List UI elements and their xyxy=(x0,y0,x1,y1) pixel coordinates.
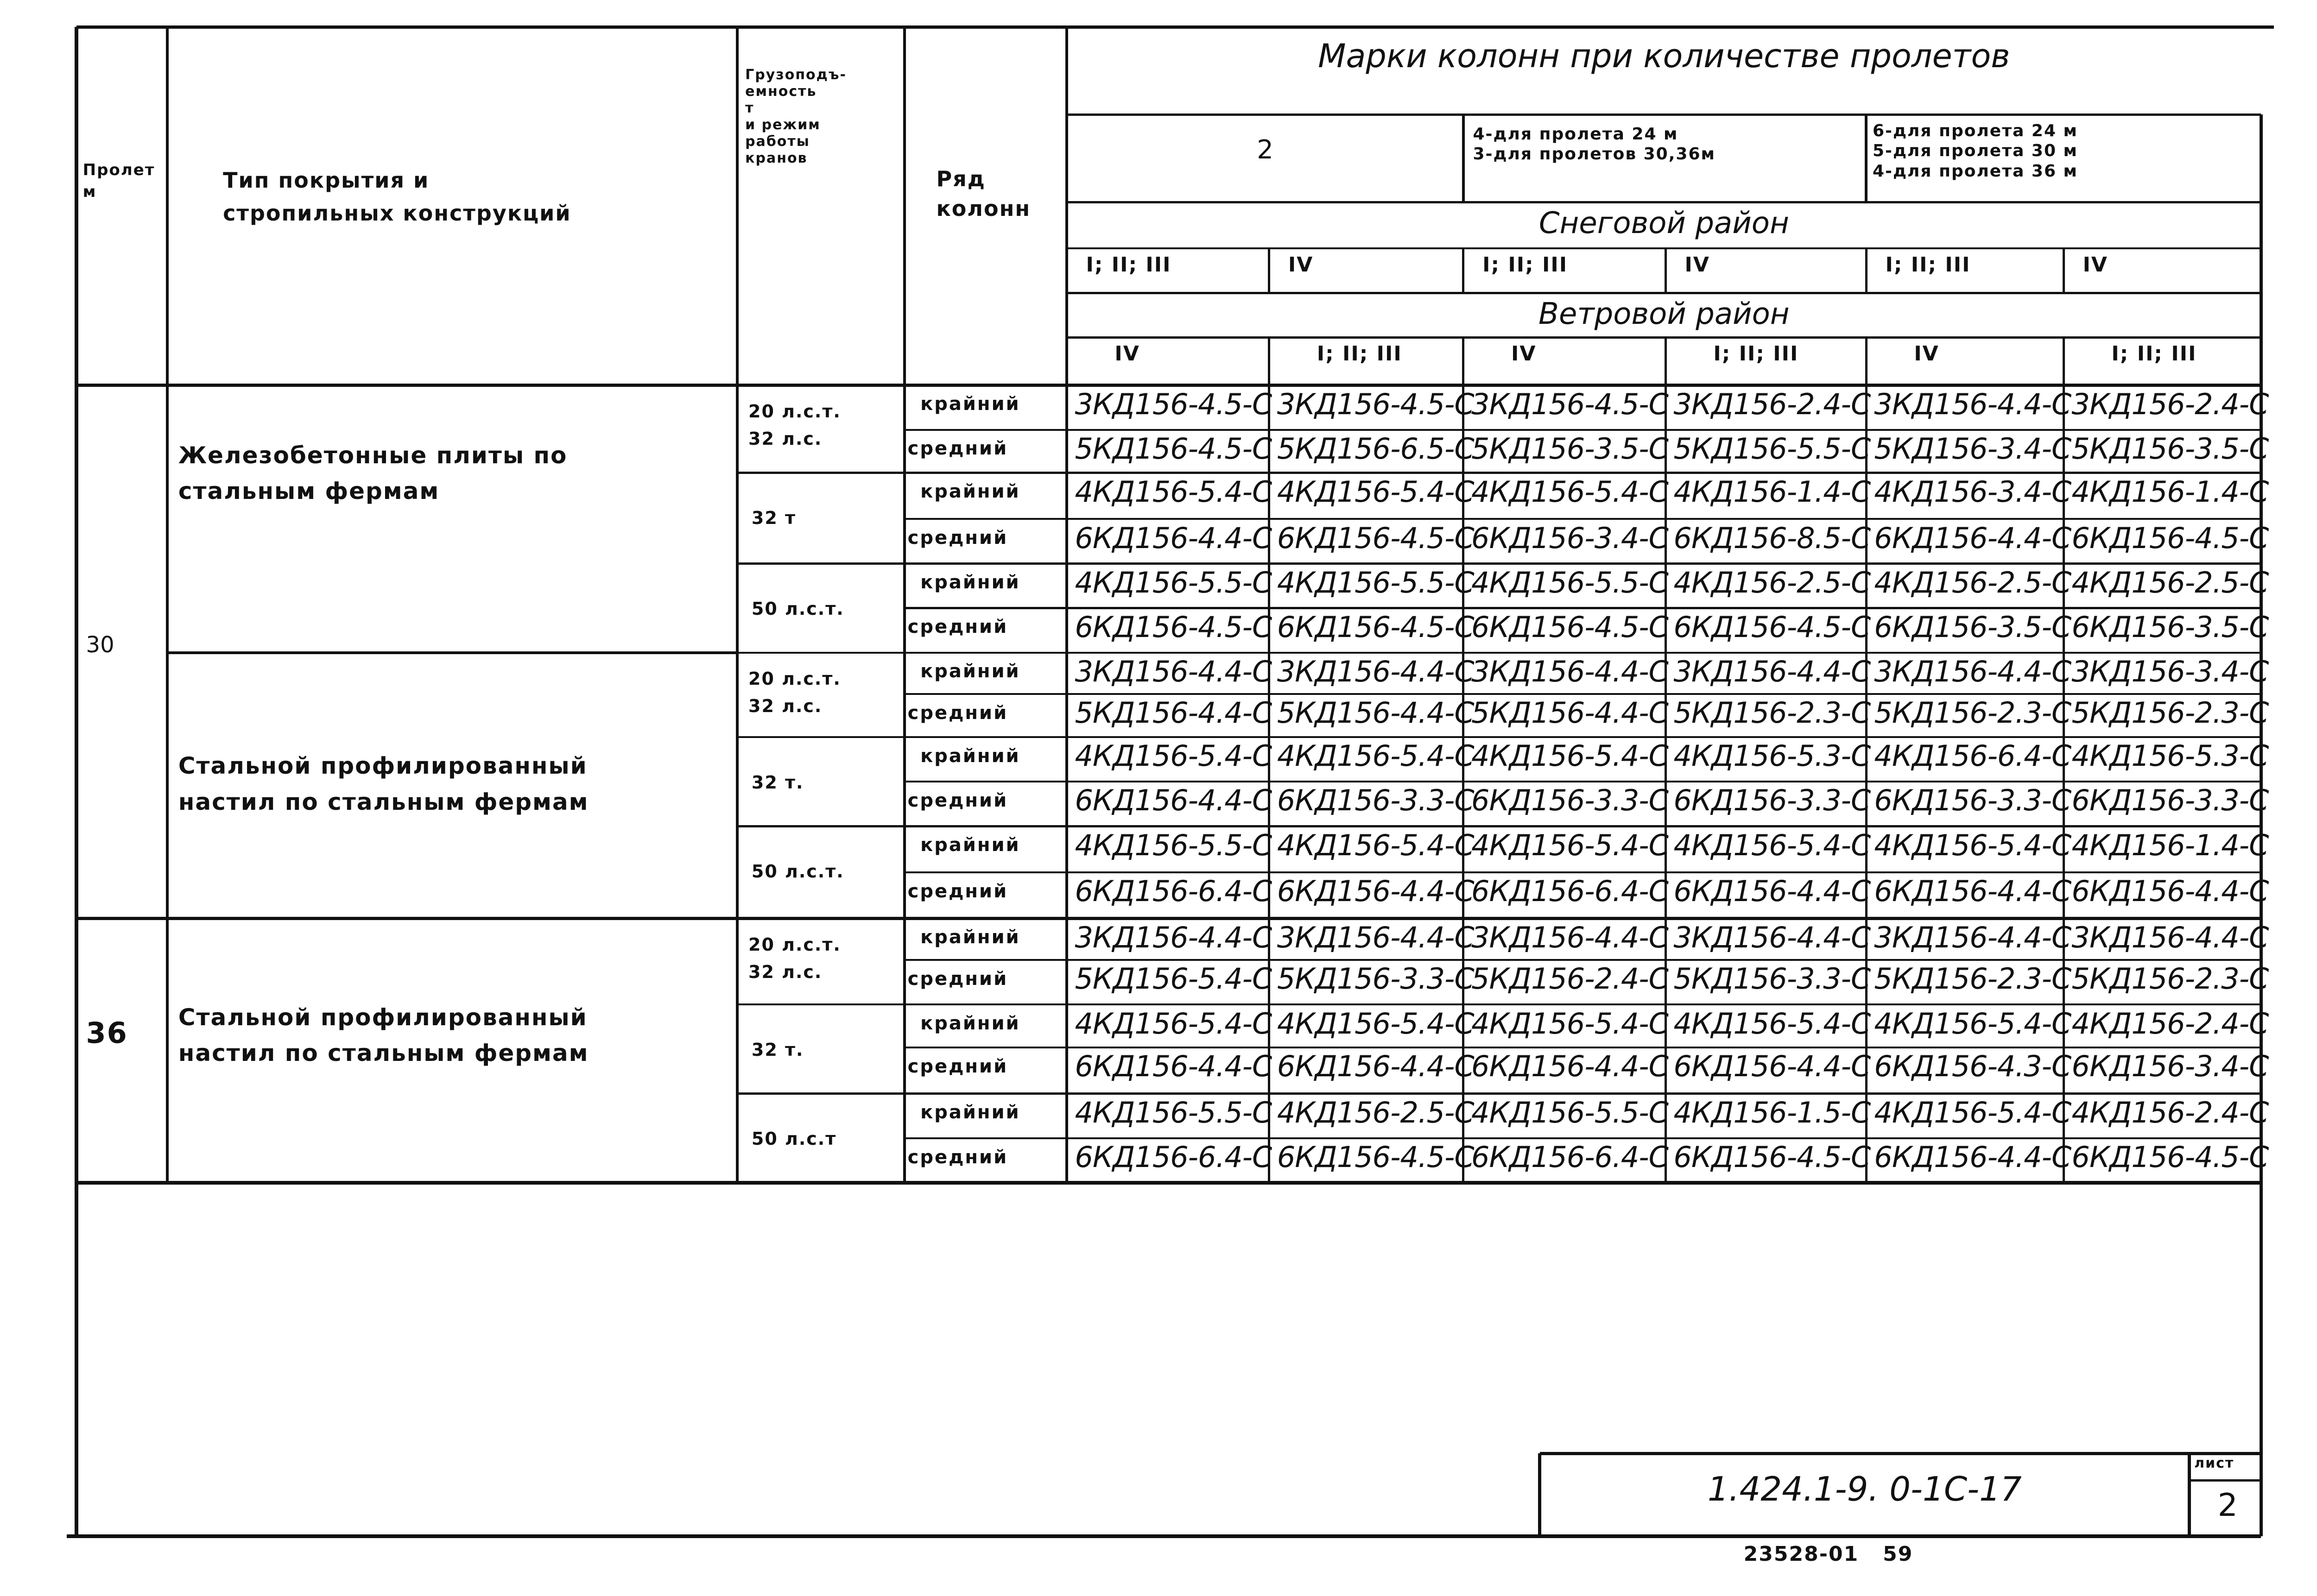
column-mark-cell: 4КД156-5.4-С xyxy=(1673,828,1871,862)
body-row-line xyxy=(905,1047,2261,1048)
load-value: 50 л.с.т. xyxy=(751,599,844,619)
sheet-label: лист xyxy=(2194,1455,2235,1472)
wind-region-label: I; II; III xyxy=(2111,342,2197,366)
column-mark-cell: 4КД156-1.4-С xyxy=(1673,474,1871,509)
column-mark-cell: 6КД156-4.4-С xyxy=(1874,1140,2071,1174)
column-mark-cell: 4КД156-5.4-С xyxy=(1874,1006,2071,1041)
column-mark-cell: 6КД156-6.4-С xyxy=(1075,874,1272,908)
column-mark-cell: 6КД156-3.3-С xyxy=(1471,783,1668,818)
column-mark-cell: 5КД156-2.3-С xyxy=(2071,962,2269,996)
column-mark-cell: 6КД156-4.5-С xyxy=(1075,610,1272,644)
column-mark-cell: 4КД156-2.4-С xyxy=(2071,1095,2269,1129)
wind-region-label: IV xyxy=(1511,342,1537,366)
load-value: 20 л.с.т. 32 л.с. xyxy=(748,401,841,449)
column-mark-cell: 4КД156-5.4-С xyxy=(1874,1095,2071,1129)
column-mark-cell: 3КД156-4.4-С xyxy=(1277,921,1474,954)
column-mark-cell: 6КД156-4.4-С xyxy=(1277,874,1474,908)
header-row-line xyxy=(1067,336,2261,339)
column-mark-cell: 4КД156-5.4-С xyxy=(1874,828,2071,862)
column-mark-cell: 6КД156-4.4-С xyxy=(1874,874,2071,908)
column-mark-cell: 6КД156-4.4-С xyxy=(1673,1049,1871,1084)
column-mark-cell: 6КД156-4.5-С xyxy=(1277,610,1474,644)
column-mark-cell: 4КД156-5.4-С xyxy=(1471,828,1668,862)
column-mark-cell: 5КД156-3.5-С xyxy=(2071,432,2269,466)
column-mark-cell: 6КД156-4.5-С xyxy=(1673,610,1871,644)
row-label: крайний xyxy=(920,745,1020,767)
load-group-line xyxy=(737,736,905,738)
column-mark-cell: 6КД156-4.4-С xyxy=(1075,1049,1272,1084)
load-group-line xyxy=(737,652,905,654)
wind-region-label: IV xyxy=(1114,342,1140,366)
snow-region-label: I; II; III xyxy=(1086,252,1171,277)
column-mark-cell: 6КД156-4.4-С xyxy=(1874,521,2071,555)
wind-region-label: I; II; III xyxy=(1713,342,1799,366)
span-value: 36 xyxy=(86,1016,128,1050)
column-mark-cell: 6КД156-4.4-С xyxy=(1075,783,1272,818)
spans-4-header: 6-для пролета 24 м 5-для пролета 30 м 4-для пролета 36 м xyxy=(1872,121,2078,181)
load-value: 20 л.с.т. 32 л.с. xyxy=(748,669,841,717)
body-row-line xyxy=(905,518,2261,520)
column-mark-cell: 4КД156-5.5-С xyxy=(1471,1095,1668,1129)
column-divider xyxy=(1065,27,1068,1183)
column-mark-cell: 6КД156-4.4-С xyxy=(1673,874,1871,908)
snow-region-label: I; II; III xyxy=(1885,252,1971,277)
column-mark-cell: 3КД156-4.4-С xyxy=(1874,921,2071,954)
body-row-line xyxy=(905,693,2261,695)
body-row-line xyxy=(905,562,2261,564)
body-row-line xyxy=(905,429,2261,431)
roof-type-label: Железобетонные плиты по стальным фермам xyxy=(178,442,568,505)
column-mark-cell: 6КД156-4.5-С xyxy=(1277,1140,1474,1174)
load-value: 32 т. xyxy=(751,1039,804,1060)
column-mark-cell: 6КД156-6.4-С xyxy=(1471,1140,1668,1174)
body-row-line xyxy=(905,1003,2261,1005)
row-column-header: Ряд колонн xyxy=(936,166,1031,221)
sheet-label-line xyxy=(2190,1479,2261,1482)
row-label: средний xyxy=(907,968,1008,990)
header-row-line xyxy=(1067,247,2261,250)
section-line xyxy=(167,651,737,654)
document-code: 1.424.1-9. 0-1С-17 xyxy=(1707,1470,2022,1509)
column-mark-cell: 4КД156-5.4-С xyxy=(1673,1006,1871,1041)
load-group-line xyxy=(737,1092,905,1094)
column-mark-cell: 3КД156-3.4-С xyxy=(2071,655,2269,689)
column-mark-cell: 6КД156-3.4-С xyxy=(2071,1049,2269,1084)
load-group-line xyxy=(737,472,905,473)
row-label: средний xyxy=(907,616,1008,638)
column-mark-cell: 4КД156-2.4-С xyxy=(2071,1006,2269,1041)
column-mark-cell: 4КД156-1.4-С xyxy=(2071,474,2269,509)
column-mark-cell: 5КД156-3.4-С xyxy=(1874,432,2071,466)
column-mark-cell: 4КД156-5.4-С xyxy=(1277,828,1474,862)
column-mark-cell: 6КД156-3.5-С xyxy=(2071,610,2269,644)
load-value: 32 т xyxy=(751,508,797,529)
body-row-line xyxy=(905,1137,2261,1139)
wind-region-label: I; II; III xyxy=(1317,342,1402,366)
load-value: 32 т. xyxy=(751,772,804,793)
frame-left-lower xyxy=(75,1183,78,1536)
column-mark-cell: 6КД156-8.5-С xyxy=(1673,521,1871,555)
row-label: крайний xyxy=(920,927,1020,948)
column-mark-cell: 5КД156-2.3-С xyxy=(1874,962,2071,996)
column-mark-cell: 3КД156-4.4-С xyxy=(1075,921,1272,954)
type-column-header: Тип покрытия и стропильных конструкций xyxy=(223,167,571,226)
column-mark-cell: 6КД156-3.5-С xyxy=(1874,610,2071,644)
header-divider xyxy=(1462,248,1464,293)
row-label: крайний xyxy=(920,834,1020,856)
row-label: крайний xyxy=(920,572,1020,593)
column-mark-cell: 5КД156-2.3-С xyxy=(1673,696,1871,730)
column-mark-cell: 3КД156-4.4-С xyxy=(1277,655,1474,689)
column-mark-cell: 3КД156-4.4-С xyxy=(1673,921,1871,954)
load-value: 50 л.с.т xyxy=(751,1129,837,1149)
header-divider xyxy=(1665,248,1667,293)
column-mark-cell: 6КД156-4.4-С xyxy=(1075,521,1272,555)
header-divider xyxy=(1268,248,1270,293)
column-mark-cell: 6КД156-3.3-С xyxy=(1673,783,1871,818)
snow-title: Снеговой район xyxy=(1538,206,1789,241)
column-mark-cell: 4КД156-5.4-С xyxy=(1075,1006,1272,1041)
row-label: крайний xyxy=(920,481,1020,503)
title-block-top xyxy=(1540,1452,2261,1455)
column-mark-cell: 5КД156-2.4-С xyxy=(1471,962,1668,996)
column-mark-cell: 5КД156-3.5-С xyxy=(1471,432,1668,466)
wind-title: Ветровой район xyxy=(1538,297,1790,331)
column-mark-cell: 5КД156-4.4-С xyxy=(1075,696,1272,730)
load-group-line xyxy=(737,825,905,827)
spans-2-header: 2 xyxy=(1257,134,1273,165)
header-row-line xyxy=(1067,292,2261,294)
column-mark-cell: 6КД156-4.5-С xyxy=(2071,521,2269,555)
row-label: средний xyxy=(907,880,1008,902)
column-mark-cell: 5КД156-5.4-С xyxy=(1075,962,1272,996)
column-mark-cell: 6КД156-4.5-С xyxy=(1673,1140,1871,1174)
header-divider xyxy=(1865,114,1867,202)
column-mark-cell: 4КД156-5.4-С xyxy=(1471,739,1668,773)
column-mark-cell: 3КД156-4.4-С xyxy=(1075,655,1272,689)
column-mark-cell: 6КД156-4.4-С xyxy=(2071,874,2269,908)
column-mark-cell: 5КД156-6.5-С xyxy=(1277,432,1474,466)
column-mark-cell: 4КД156-5.4-С xyxy=(1277,474,1474,509)
body-row-line xyxy=(905,781,2261,782)
frame-top xyxy=(76,25,2274,29)
column-mark-cell: 6КД156-3.3-С xyxy=(1874,783,2071,818)
column-mark-cell: 5КД156-4.5-С xyxy=(1075,432,1272,466)
row-label: средний xyxy=(907,789,1008,811)
wind-region-label: IV xyxy=(1914,342,1939,366)
body-row-line xyxy=(905,652,2261,654)
row-label: крайний xyxy=(920,1102,1020,1123)
row-label: средний xyxy=(907,1146,1008,1168)
sheet-number: 2 xyxy=(2217,1487,2238,1524)
column-mark-cell: 6КД156-4.5-С xyxy=(1471,610,1668,644)
archive-stamp: 23528-01 59 xyxy=(1743,1542,1913,1566)
row-label: крайний xyxy=(920,1012,1020,1034)
column-mark-cell: 4КД156-2.5-С xyxy=(1874,565,2071,599)
body-row-line xyxy=(905,472,2261,473)
column-divider xyxy=(736,27,738,1183)
load-value: 20 л.с.т. 32 л.с. xyxy=(748,934,841,983)
column-mark-cell: 5КД156-2.3-С xyxy=(1874,696,2071,730)
row-label: крайний xyxy=(920,661,1020,682)
column-mark-cell: 3КД156-4.5-С xyxy=(1471,387,1668,421)
span-column-header: Пролет м xyxy=(82,160,155,202)
roof-type-label: Стальной профилированный настил по стальным фермам xyxy=(178,752,589,815)
snow-region-label: I; II; III xyxy=(1482,252,1568,277)
column-divider xyxy=(903,27,905,1183)
column-mark-cell: 6КД156-3.3-С xyxy=(1277,783,1474,818)
column-mark-cell: 4КД156-5.5-С xyxy=(1075,1095,1272,1129)
column-mark-cell: 4КД156-6.4-С xyxy=(1874,739,2071,773)
column-mark-cell: 3КД156-4.4-С xyxy=(1874,387,2071,421)
header-divider xyxy=(1865,248,1868,293)
column-mark-cell: 6КД156-4.4-С xyxy=(1277,1049,1474,1084)
load-group-line xyxy=(737,562,905,564)
column-mark-cell: 5КД156-3.3-С xyxy=(1277,962,1474,996)
body-row-line xyxy=(905,825,2261,827)
column-mark-cell: 3КД156-4.4-С xyxy=(2071,921,2269,954)
column-mark-cell: 3КД156-4.4-С xyxy=(1673,655,1871,689)
column-mark-cell: 4КД156-5.4-С xyxy=(1075,739,1272,773)
row-label: средний xyxy=(907,438,1008,460)
column-mark-cell: 5КД156-4.4-С xyxy=(1277,696,1474,730)
column-mark-cell: 3КД156-4.4-С xyxy=(1471,921,1668,954)
roof-type-label: Стальной профилированный настил по стальным фермам xyxy=(178,1003,589,1067)
column-mark-cell: 4КД156-2.5-С xyxy=(1277,1095,1474,1129)
column-mark-cell: 4КД156-5.5-С xyxy=(1075,565,1272,599)
frame-bottom xyxy=(67,1534,2261,1538)
column-mark-cell: 3КД156-4.4-С xyxy=(1471,655,1668,689)
body-row-line xyxy=(905,607,2261,609)
column-mark-cell: 3КД156-2.4-С xyxy=(1673,387,1871,421)
column-mark-cell: 4КД156-5.4-С xyxy=(1075,474,1272,509)
column-mark-cell: 6КД156-4.4-С xyxy=(1471,1049,1668,1084)
column-mark-cell: 6КД156-4.5-С xyxy=(1277,521,1474,555)
snow-region-label: IV xyxy=(2083,252,2108,277)
column-mark-cell: 6КД156-6.4-С xyxy=(1471,874,1668,908)
row-label: средний xyxy=(907,527,1008,549)
column-mark-cell: 4КД156-5.3-С xyxy=(1673,739,1871,773)
column-mark-cell: 4КД156-1.4-С xyxy=(2071,828,2269,862)
column-mark-cell: 4КД156-2.5-С xyxy=(1673,565,1871,599)
column-mark-cell: 3КД156-4.4-С xyxy=(1874,655,2071,689)
column-mark-cell: 4КД156-5.3-С xyxy=(2071,739,2269,773)
body-row-line xyxy=(905,1092,2261,1094)
column-mark-cell: 4КД156-1.5-С xyxy=(1673,1095,1871,1129)
spans-3-header: 4-для пролета 24 м 3-для пролетов 30,36м xyxy=(1473,125,1716,164)
column-mark-cell: 6КД156-4.5-С xyxy=(2071,1140,2269,1174)
body-row-line xyxy=(905,736,2261,738)
body-row-line xyxy=(905,959,2261,961)
column-mark-cell: 4КД156-5.5-С xyxy=(1075,828,1272,862)
column-mark-cell: 3КД156-4.5-С xyxy=(1277,387,1474,421)
column-mark-cell: 3КД156-2.4-С xyxy=(2071,387,2269,421)
marks-title: Марки колонн при количестве пролетов xyxy=(1318,37,2010,75)
load-value: 50 л.с.т. xyxy=(751,861,844,882)
table-bottom xyxy=(76,1181,2261,1185)
column-mark-cell: 5КД156-5.5-С xyxy=(1673,432,1871,466)
row-label: крайний xyxy=(920,393,1020,415)
column-mark-cell: 4КД156-2.5-С xyxy=(2071,565,2269,599)
column-mark-cell: 6КД156-4.3-С xyxy=(1874,1049,2071,1084)
column-mark-cell: 6КД156-3.3-С xyxy=(2071,783,2269,818)
column-mark-cell: 4КД156-5.5-С xyxy=(1471,565,1668,599)
snow-region-label: IV xyxy=(1288,252,1314,277)
snow-region-label: IV xyxy=(1684,252,1710,277)
load-column-header: Грузоподъ- емность т и режим работы кранов xyxy=(745,67,847,167)
column-divider xyxy=(166,27,168,1183)
column-mark-cell: 4КД156-5.4-С xyxy=(1277,1006,1474,1041)
header-row-line xyxy=(1067,114,2261,116)
column-mark-cell: 4КД156-3.4-С xyxy=(1874,474,2071,509)
column-mark-cell: 4КД156-5.4-С xyxy=(1471,474,1668,509)
column-mark-cell: 4КД156-5.4-С xyxy=(1471,1006,1668,1041)
column-mark-cell: 5КД156-4.4-С xyxy=(1471,696,1668,730)
column-mark-cell: 6КД156-3.4-С xyxy=(1471,521,1668,555)
column-mark-cell: 6КД156-6.4-С xyxy=(1075,1140,1272,1174)
header-row-line xyxy=(1067,201,2261,203)
frame-left xyxy=(75,27,78,1183)
body-row-line xyxy=(905,871,2261,873)
header-bottom xyxy=(76,384,2261,387)
load-group-line xyxy=(737,1003,905,1005)
column-mark-cell: 4КД156-5.4-С xyxy=(1277,739,1474,773)
column-mark-cell: 5КД156-2.3-С xyxy=(2071,696,2269,730)
group-line xyxy=(76,917,2261,920)
row-label: средний xyxy=(907,1055,1008,1077)
row-label: средний xyxy=(907,702,1008,724)
column-mark-cell: 5КД156-3.3-С xyxy=(1673,962,1871,996)
column-mark-cell: 3КД156-4.5-С xyxy=(1075,387,1272,421)
column-mark-cell: 4КД156-5.5-С xyxy=(1277,565,1474,599)
header-divider xyxy=(2063,248,2065,293)
span-value: 30 xyxy=(86,631,114,658)
